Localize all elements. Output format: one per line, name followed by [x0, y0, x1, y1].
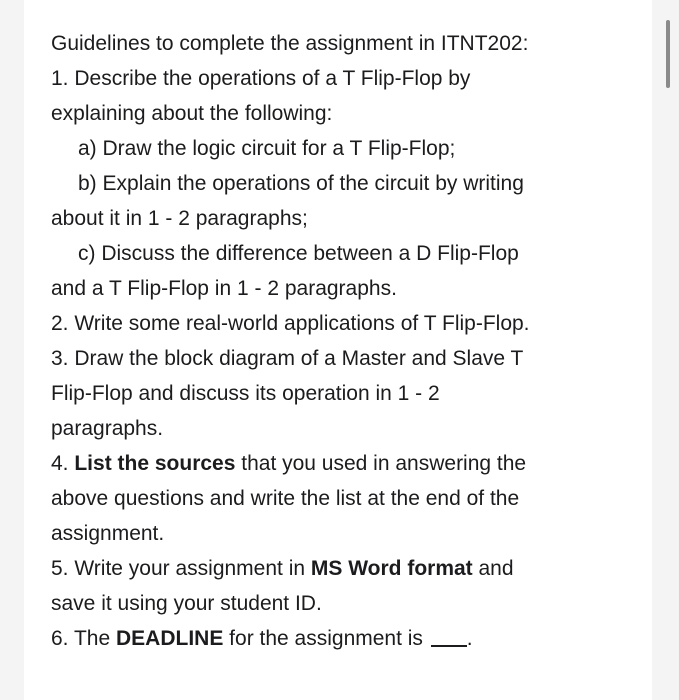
item-4-prefix: 4.	[51, 452, 75, 475]
item-3-line-1: 3. Draw the block diagram of a Master and Slave T	[51, 347, 524, 370]
item-6-end: .	[466, 627, 473, 650]
deadline-blank	[431, 645, 467, 647]
item-3-line-2: Flip-Flop and discuss its operation in 1 - 2	[51, 382, 440, 405]
item-1-sub-c-line-1: c) Discuss the difference between a D Flip-Flop	[78, 242, 519, 265]
scrollbar[interactable]	[666, 20, 670, 88]
item-5-rest: and	[472, 557, 514, 580]
item-4-line-3: assignment.	[51, 522, 165, 545]
item-6-bold-text: DEADLINE	[116, 627, 224, 650]
item-4-line-2: above questions and write the list at the end of the	[51, 487, 520, 510]
item-4-bold-text: List the sources	[74, 452, 236, 475]
item-1-sub-c-line-2: and a T Flip-Flop in 1 - 2 paragraphs.	[51, 277, 397, 300]
item-4-line-1	[51, 446, 651, 481]
guidelines-heading: Guidelines to complete the assignment in ITNT202:	[51, 32, 529, 55]
item-1-line-1: 1. Describe the operations of a T Flip-Flop by	[51, 67, 471, 90]
item-4-rest: that you used in answering the	[235, 452, 527, 475]
item-5-bold-text: MS Word format	[310, 557, 473, 580]
item-5-prefix: 5. Write your assignment in	[51, 557, 311, 580]
item-1-line-2: explaining about the following:	[51, 102, 333, 125]
item-1-sub-b-line-1: b) Explain the operations of the circuit by writing	[78, 172, 524, 195]
item-6-prefix: 6. The	[51, 627, 116, 650]
item-6-rest: for the assignment is	[223, 627, 429, 650]
item-5-line-2: save it using your student ID.	[51, 592, 322, 615]
item-1-sub-b-line-2: about it in 1 - 2 paragraphs;	[51, 207, 308, 230]
item-2: 2. Write some real-world applications of T Flip-Flop.	[51, 312, 530, 335]
item-6	[51, 621, 651, 656]
item-3-line-3: paragraphs.	[51, 417, 164, 440]
assignment-guidelines	[51, 26, 651, 656]
item-5-line-1	[51, 551, 651, 586]
item-1-sub-a: a) Draw the logic circuit for a T Flip-Flop;	[78, 137, 456, 160]
